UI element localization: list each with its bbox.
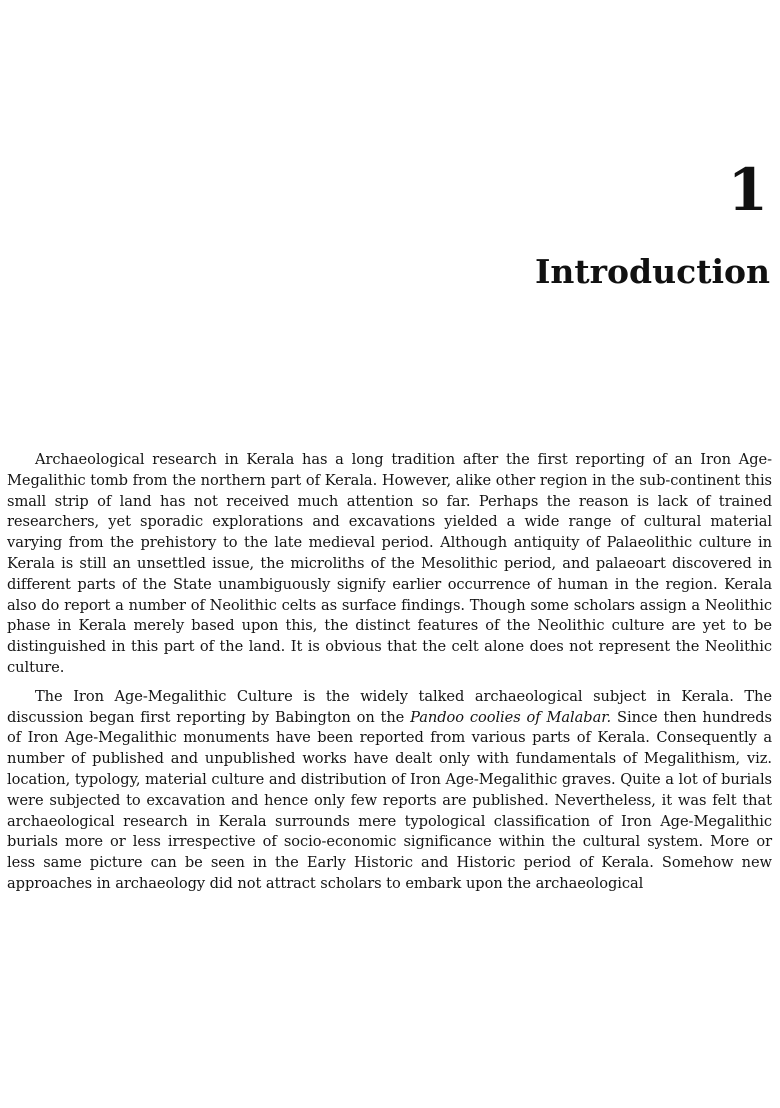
chapter-body — [7, 450, 772, 903]
paragraph-1: Archaeological research in Kerala has a long tradition after the first reporting of an Iron Age-Megalithic tomb from the northern part of Kerala. However, alike other region in the sub-continent this small strip of land has not received much attention so far. Perhaps the reason is lack of trained researchers, yet sporadic explorations and excavations yielded a wide range of cultural material varying from the prehistory to the late medieval period. Although antiquity of Palaeolithic culture in Kerala is still an unsettled issue, the microliths of the Mesolithic period, and palaeoart discovered in different parts of the State unambiguously signify earlier occurrence of human in the region. Kerala also do report a number of Neolithic celts as surface findings. Though some scholars assign a Neolithic phase in Kerala merely based upon this, the distinct features of the Neolithic culture are yet to be distinguished in this part of the land. It is obvious that the celt alone does not represent the Neolithic culture. — [7, 451, 772, 676]
paragraph-2-text-start: The Iron Age-Megalithic Culture is the widely talked archaeological subject in Kerala. The discussion began first reporting by Babington on the — [7, 687, 772, 726]
paragraph-2-italic-title: Pandoo coolies of Malabar. — [410, 708, 612, 726]
paragraph-2 — [7, 687, 772, 895]
chapter-number: 1 — [727, 156, 768, 224]
paragraph-2-text-end: Since then hundreds of Iron Age-Megalithic monuments have been reported from various parts of Kerala. Consequently a number of published and unpublished works have dealt only with fundamentals of Megalithism, viz. location, typology, material culture and distribution of Iron Age-Megalithic graves. Quite a lot of burials were subjected to excavation and hence only few reports are published. Nevertheless, it was felt that archaeological research in Kerala surrounds mere typological classification of Iron Age-Megalithic burials more or less irrespective of socio-economic significance within the cultural system. More or less same picture can be seen in the Early Historic and Historic period of Kerala. Somehow new approaches in archaeology did not attract scholars to embark upon the archaeological — [7, 708, 772, 892]
chapter-title: Introduction — [534, 252, 770, 291]
